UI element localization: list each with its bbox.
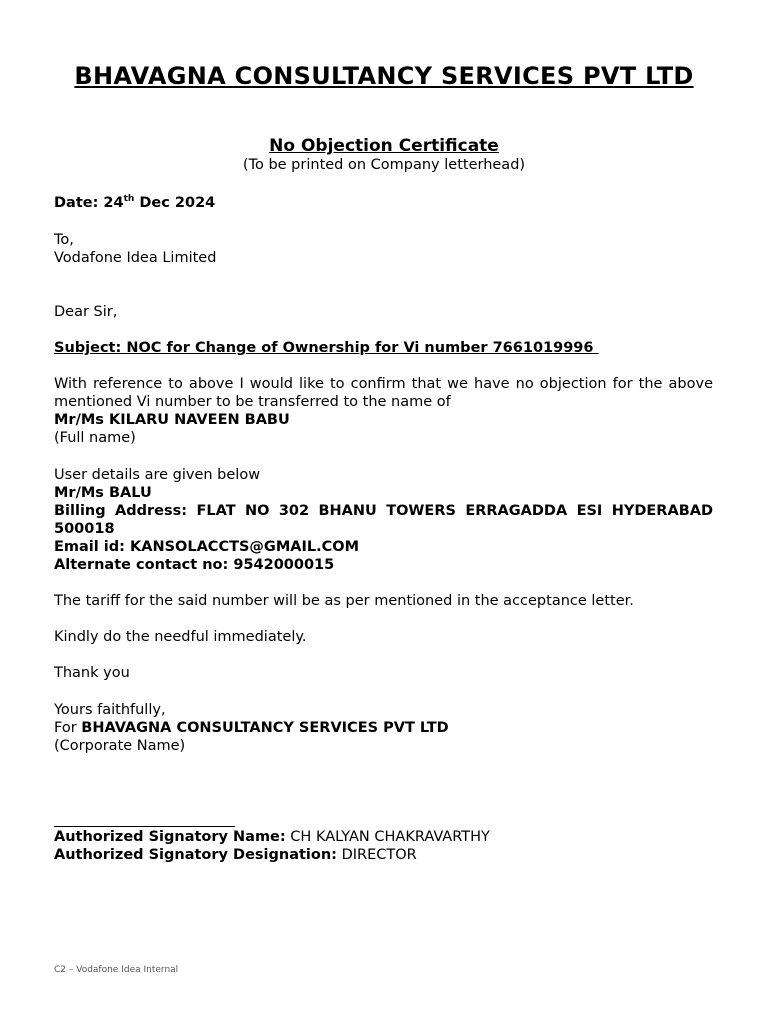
closing-corporate-name: BHAVAGNA CONSULTANCY SERVICES PVT LTD [81,720,449,736]
alternate-contact: Alternate contact no: 9542000015 [54,557,335,573]
transferee-name: Mr/Ms KILARU NAVEEN BABU [54,412,290,428]
signatory-designation-label: Authorized Signatory Designation: [54,847,337,863]
salutation: Dear Sir, [54,304,118,320]
user-name: Mr/Ms BALU [54,485,152,501]
signatory-name-value: CH KALYAN CHAKRAVARTHY [285,829,490,845]
signatory-name-line [54,828,713,846]
company-title: BHAVAGNA CONSULTANCY SERVICES PVT LTD [74,62,694,90]
reference-paragraph: With reference to above I would like to confirm that we have no objection for the above mentioned Vi number to be transferred to the name of [54,376,713,410]
transferee-note: (Full name) [54,430,136,446]
certificate-note: (To be printed on Company letterhead) [242,157,526,173]
user-details-intro: User details are given below [54,467,261,483]
email-id: Email id: KANSOLACCTS@GMAIL.COM [54,539,360,555]
tariff-paragraph: The tariff for the said number will be as per mentioned in the acceptance letter. [54,593,634,609]
date-label: Date: 24 [54,195,124,211]
date-superscript: th [123,194,135,204]
date-rest: Dec 2024 [134,195,216,211]
recipient-to: To, [54,232,74,248]
footer-classification: C2 – Vodafone Idea Internal [54,965,179,975]
signatory-designation-line [54,846,713,864]
closing-for-prefix: For [54,720,82,736]
signature-line [54,826,235,827]
closing-corporate-note: (Corporate Name) [54,738,186,754]
signatory-designation-value: DIRECTOR [336,847,417,863]
subject-line: Subject: NOC for Change of Ownership for Vi number 7661019996 [54,340,599,356]
recipient-name: Vodafone Idea Limited [54,250,217,266]
thanks-line: Thank you [54,665,130,681]
certificate-title: No Objection Certificate [269,136,499,156]
date-line [54,194,713,212]
signatory-name-label: Authorized Signatory Name: [54,829,286,845]
billing-address: Billing Address: FLAT NO 302 BHANU TOWERS ERRAGADDA ESI HYDERABAD 500018 [54,503,713,537]
request-paragraph: Kindly do the needful immediately. [54,629,307,645]
closing-yours: Yours faithfully, [54,702,166,718]
closing-for-line [54,719,713,737]
